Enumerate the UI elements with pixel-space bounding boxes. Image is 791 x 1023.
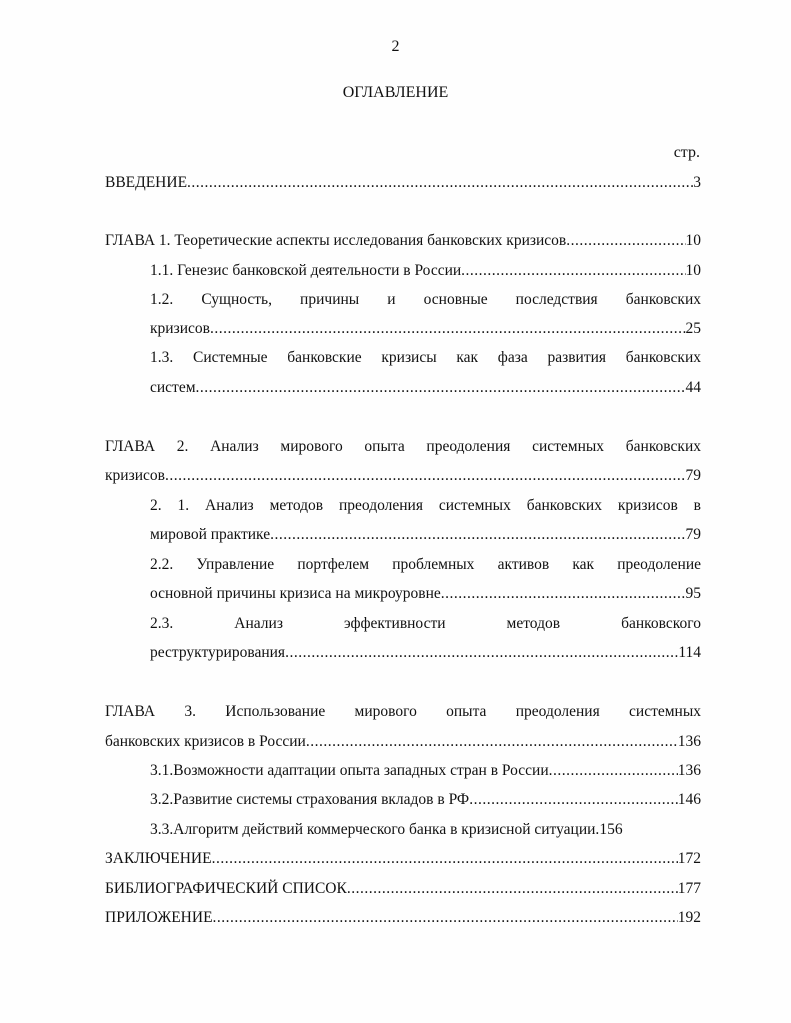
toc-entry-text: мировой практике <box>150 526 271 543</box>
toc-entry-text: кризисов <box>105 467 165 484</box>
toc-entry-page: 10 <box>685 262 701 279</box>
toc-leader <box>469 790 678 810</box>
toc-entry-text: 3.2.Развитие системы страхования вкладов в РФ <box>150 791 470 808</box>
toc-entry-text: кризисов <box>150 320 210 337</box>
toc-leader <box>347 879 678 899</box>
toc-entry-page: 25 <box>685 320 701 337</box>
toc-leader <box>461 261 685 281</box>
toc-leader <box>441 584 686 604</box>
toc-entry-text: основной причины кризиса на микроуровне <box>150 585 441 602</box>
toc-leader <box>187 173 693 193</box>
toc-entry-section-2-1-line2 <box>150 525 701 545</box>
toc-entry-section-1-3-line1: 1.3. Системные банковские кризисы как фаза развития банковских <box>150 349 701 366</box>
page-number: 2 <box>391 38 400 55</box>
toc-entry-page: 95 <box>685 585 701 602</box>
toc-entry-page: 10 <box>685 232 701 249</box>
toc-entry-page: 79 <box>685 467 701 484</box>
toc-leader <box>212 849 678 869</box>
toc-entry-conclusion <box>105 849 701 869</box>
toc-entry-section-1-2-line1: 1.2. Сущность, причины и основные последствия банковских <box>150 291 701 308</box>
toc-entry-section-3-1 <box>150 761 701 781</box>
toc-entry-text: 3.1.Возможности адаптации опыта западных стран в России <box>150 762 549 779</box>
toc-entry-section-3-3 <box>150 820 701 840</box>
toc-entry-page: 156 <box>599 821 623 838</box>
toc-leader <box>270 525 685 545</box>
toc-entry-section-1-3-line2 <box>150 378 701 398</box>
toc-entry-page: 79 <box>685 526 701 543</box>
toc-entry-page: 172 <box>677 850 701 867</box>
toc-entry-page: 3 <box>693 174 701 191</box>
toc-entry-intro <box>105 173 701 193</box>
toc-entry-section-1-1 <box>150 261 701 281</box>
toc-entry-text: ЗАКЛЮЧЕНИЕ <box>105 850 212 867</box>
toc-entry-page: 44 <box>685 379 701 396</box>
toc-leader <box>306 732 678 752</box>
toc-entry-page: 146 <box>677 791 701 808</box>
toc-entry-text: систем <box>150 379 196 396</box>
toc-entry-page: 136 <box>677 733 701 750</box>
toc-entry-chapter-1 <box>105 231 701 251</box>
page-column-label: стр. <box>673 144 700 161</box>
toc-entry-chapter-2-line1: ГЛАВА 2. Анализ мирового опыта преодоления системных банковских <box>105 438 701 455</box>
toc-entry-text: ВВЕДЕНИЕ <box>105 174 188 191</box>
toc-title: ОГЛАВЛЕНИЕ <box>342 84 449 101</box>
toc-leader <box>196 378 686 398</box>
toc-entry-text: 1.1. Генезис банковской деятельности в России <box>150 262 462 279</box>
toc-leader <box>549 761 678 781</box>
toc-entry-section-1-2-line2 <box>150 319 701 339</box>
toc-entry-section-2-3-line2 <box>150 643 701 663</box>
toc-entry-section-2-3-line1: 2.3. Анализ эффективности методов банковского <box>150 615 701 632</box>
toc-entry-chapter-3-line1: ГЛАВА 3. Использование мирового опыта преодоления системных <box>105 703 701 720</box>
toc-entry-appendix <box>105 908 701 928</box>
toc-entry-text: 3.3.Алгоритм действий коммерческого банка в кризисной ситуации. <box>150 821 600 838</box>
toc-leader <box>285 643 678 663</box>
toc-leader <box>566 231 685 251</box>
toc-entry-page: 136 <box>677 762 701 779</box>
toc-entry-chapter-2-line2 <box>105 466 701 486</box>
toc-entry-section-2-1-line1: 2. 1. Анализ методов преодоления системных банковских кризисов в <box>150 497 701 514</box>
toc-entry-text: БИБЛИОГРАФИЧЕСКИЙ СПИСОК <box>105 880 347 897</box>
toc-entry-chapter-3-line2 <box>105 732 701 752</box>
toc-entry-text: реструктурирования <box>150 644 286 661</box>
toc-entry-page: 177 <box>677 880 701 897</box>
toc-entry-page: 114 <box>678 644 701 661</box>
toc-entry-text: ПРИЛОЖЕНИЕ <box>105 909 213 926</box>
toc-leader <box>210 319 686 339</box>
toc-leader <box>213 908 678 928</box>
toc-entry-section-2-2-line1: 2.2. Управление портфелем проблемных активов как преодоление <box>150 556 701 573</box>
toc-leader <box>165 466 686 486</box>
toc-entry-section-3-2 <box>150 790 701 810</box>
toc-entry-bibliography <box>105 879 701 899</box>
toc-entry-page: 192 <box>677 909 701 926</box>
toc-entry-text: банковских кризисов в России <box>105 733 306 750</box>
toc-entry-section-2-2-line2 <box>150 584 701 604</box>
toc-entry-text: ГЛАВА 1. Теоретические аспекты исследования банковских кризисов <box>105 232 567 249</box>
